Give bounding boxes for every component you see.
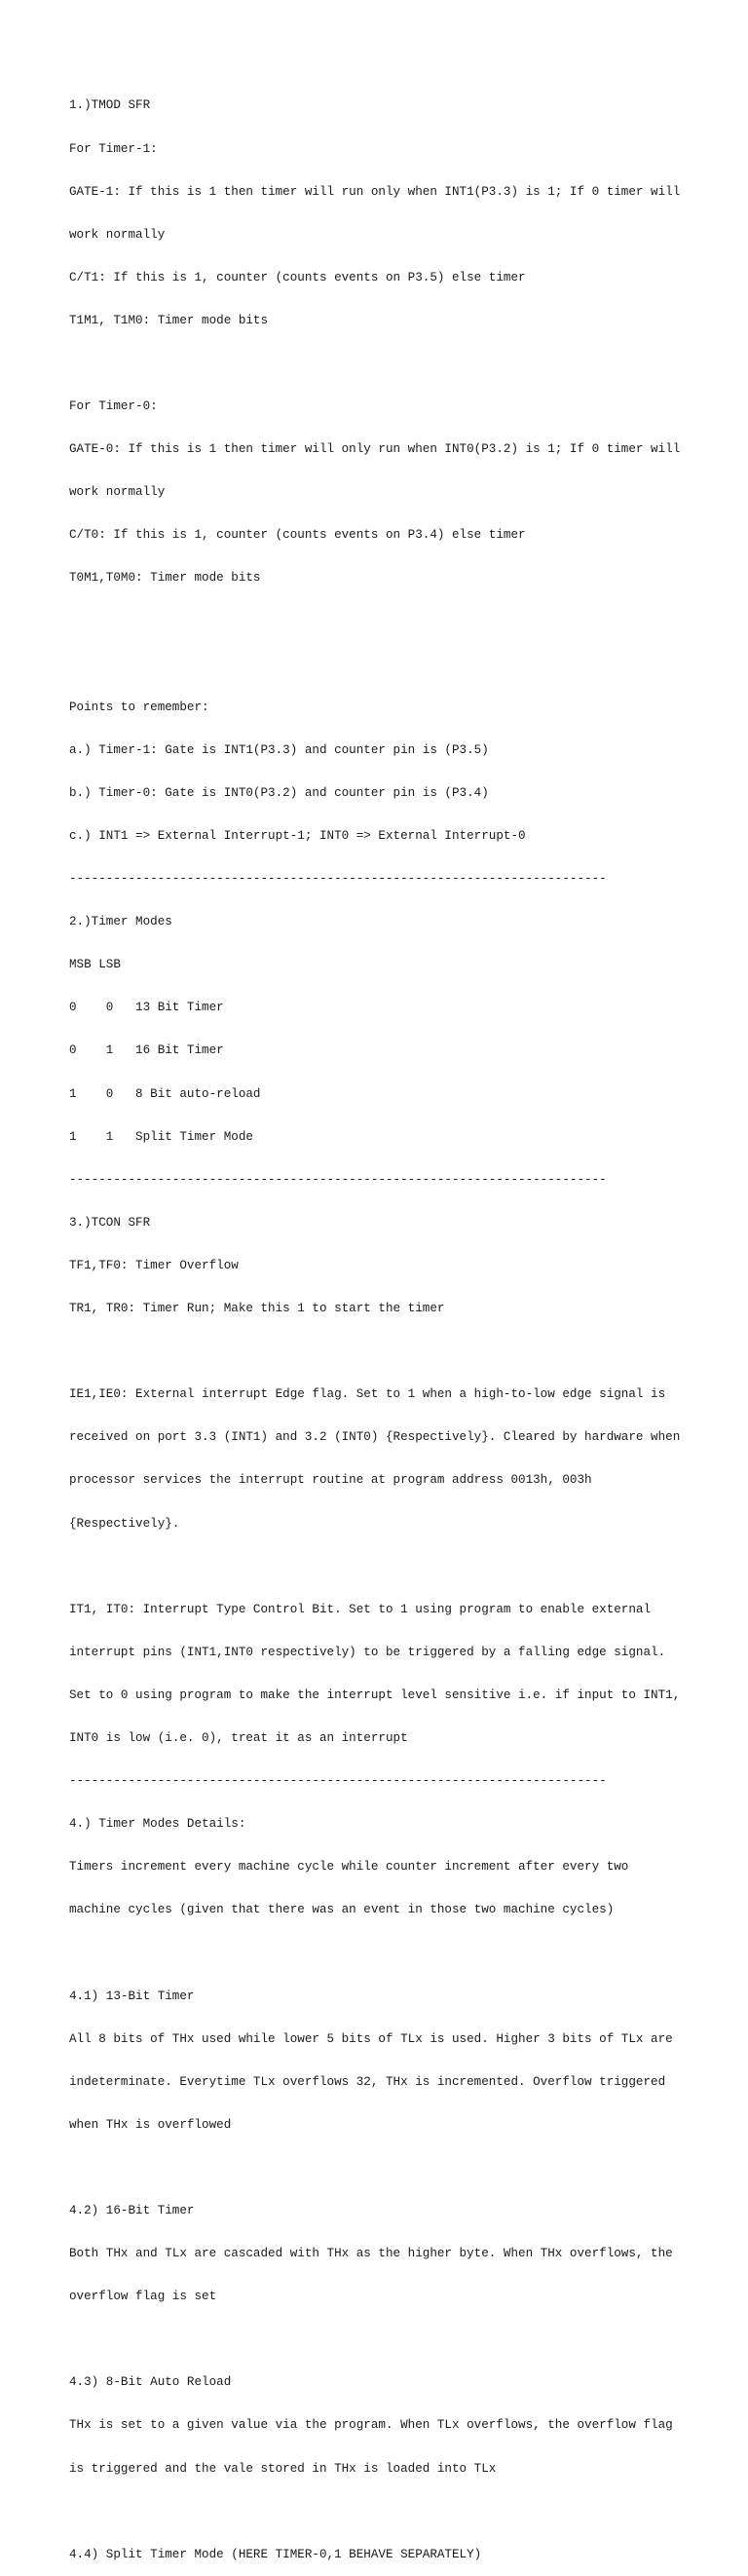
text-line: TF1,TF0: Timer Overflow (69, 1258, 239, 1272)
text-line: b.) Timer-0: Gate is INT0(P3.2) and counter pin is (P3.4) (69, 785, 489, 800)
text-line: 4.4) Split Timer Mode (HERE TIMER-0,1 BEHAVE SEPARATELY) (69, 2547, 482, 2561)
text-line: 2.)Timer Modes (69, 915, 172, 929)
text-line: Points to remember: (69, 700, 209, 714)
text-line: INT0 is low (i.e. 0), treat it as an interrupt (69, 1730, 408, 1745)
text-line: work normally (69, 485, 166, 500)
text-line: overflow flag is set (69, 2290, 217, 2304)
text-line (69, 658, 741, 672)
text-line: a.) Timer-1: Gate is INT1(P3.3) and counter pin is (P3.5) (69, 742, 489, 757)
text-line: TR1, TR0: Timer Run; Make this 1 to start the timer (69, 1302, 445, 1316)
text-line: work normally (69, 227, 166, 242)
text-line: IT1, IT0: Interrupt Type Control Bit. Set to 1 using program to enable external (69, 1602, 652, 1616)
text-line (69, 2505, 741, 2519)
text-line: {Respectively}. (69, 1516, 180, 1531)
divider-line: ------------------------------------------------------------------------- (69, 1172, 607, 1187)
text-line: 3.)TCON SFR (69, 1215, 151, 1230)
text-line: 4.3) 8-Bit Auto Reload (69, 2375, 232, 2390)
text-line: For Timer-1: (69, 141, 158, 156)
text-line: For Timer-0: (69, 399, 158, 414)
text-line: indeterminate. Everytime TLx overflows 32, THx is incremented. Overflow triggered (69, 2074, 666, 2089)
text-line: 1 0 8 Bit auto-reload (69, 1086, 261, 1101)
text-line: machine cycles (given that there was an event in those two machine cycles) (69, 1903, 615, 1917)
text-line: Both THx and TLx are cascaded with THx as the higher byte. When THx overflows, the (69, 2247, 673, 2261)
text-line: 0 0 13 Bit Timer (69, 1001, 224, 1015)
text-line: C/T0: If this is 1, counter (counts events on P3.4) else timer (69, 528, 526, 543)
text-line: GATE-1: If this is 1 then timer will run only when INT1(P3.3) is 1; If 0 timer will (69, 184, 681, 199)
text-line: THx is set to a given value via the program. When TLx overflows, the overflow flag (69, 2418, 673, 2433)
text-line (69, 615, 741, 629)
text-line (69, 1345, 741, 1359)
text-line: T1M1, T1M0: Timer mode bits (69, 313, 269, 327)
text-line: 4.2) 16-Bit Timer (69, 2204, 195, 2217)
text-line: C/T1: If this is 1, counter (counts events on P3.5) else timer (69, 270, 526, 284)
text-line: 1 1 Split Timer Mode (69, 1129, 253, 1144)
text-line: processor services the interrupt routine at program address 0013h, 003h (69, 1473, 592, 1488)
divider-line: ------------------------------------------------------------------------- (69, 1774, 607, 1789)
text-line: c.) INT1 => External Interrupt-1; INT0 => External Interrupt-0 (69, 829, 526, 843)
text-line (69, 2161, 741, 2176)
text-line: Set to 0 using program to make the interrupt level sensitive i.e. if input to INT1, (69, 1687, 681, 1702)
text-line: MSB LSB (69, 958, 121, 972)
text-line: interrupt pins (INT1,INT0 respectively) to be triggered by a falling edge signal. (69, 1645, 666, 1659)
text-line: when THx is overflowed (69, 2117, 232, 2132)
text-line (69, 1946, 741, 1960)
text-line: Timers increment every machine cycle while counter increment after every two (69, 1860, 629, 1875)
text-line: GATE-0: If this is 1 then timer will only run when INT0(P3.2) is 1; If 0 timer will (69, 442, 681, 457)
text-line: IE1,IE0: External interrupt Edge flag. Set to 1 when a high-to-low edge signal is (69, 1387, 666, 1402)
text-line: T0M1,T0M0: Timer mode bits (69, 571, 261, 586)
text-line (69, 357, 741, 371)
text-line: 1.)TMOD SFR (69, 98, 151, 113)
text-line (69, 2332, 741, 2347)
text-line: All 8 bits of THx used while lower 5 bits of TLx is used. Higher 3 bits of TLx are (69, 2031, 673, 2046)
text-line: is triggered and the vale stored in THx is loaded into TLx (69, 2461, 497, 2476)
text-line: received on port 3.3 (INT1) and 3.2 (INT0) {Respectively}. Cleared by hardware when (69, 1430, 681, 1445)
document-page (69, 70, 741, 2576)
divider-line: ------------------------------------------------------------------------- (69, 872, 607, 887)
text-line: 4.1) 13-Bit Timer (69, 1989, 195, 2003)
text-line (69, 1560, 741, 1574)
text-line: 4.) Timer Modes Details: (69, 1817, 246, 1832)
text-line: 0 1 16 Bit Timer (69, 1043, 224, 1058)
